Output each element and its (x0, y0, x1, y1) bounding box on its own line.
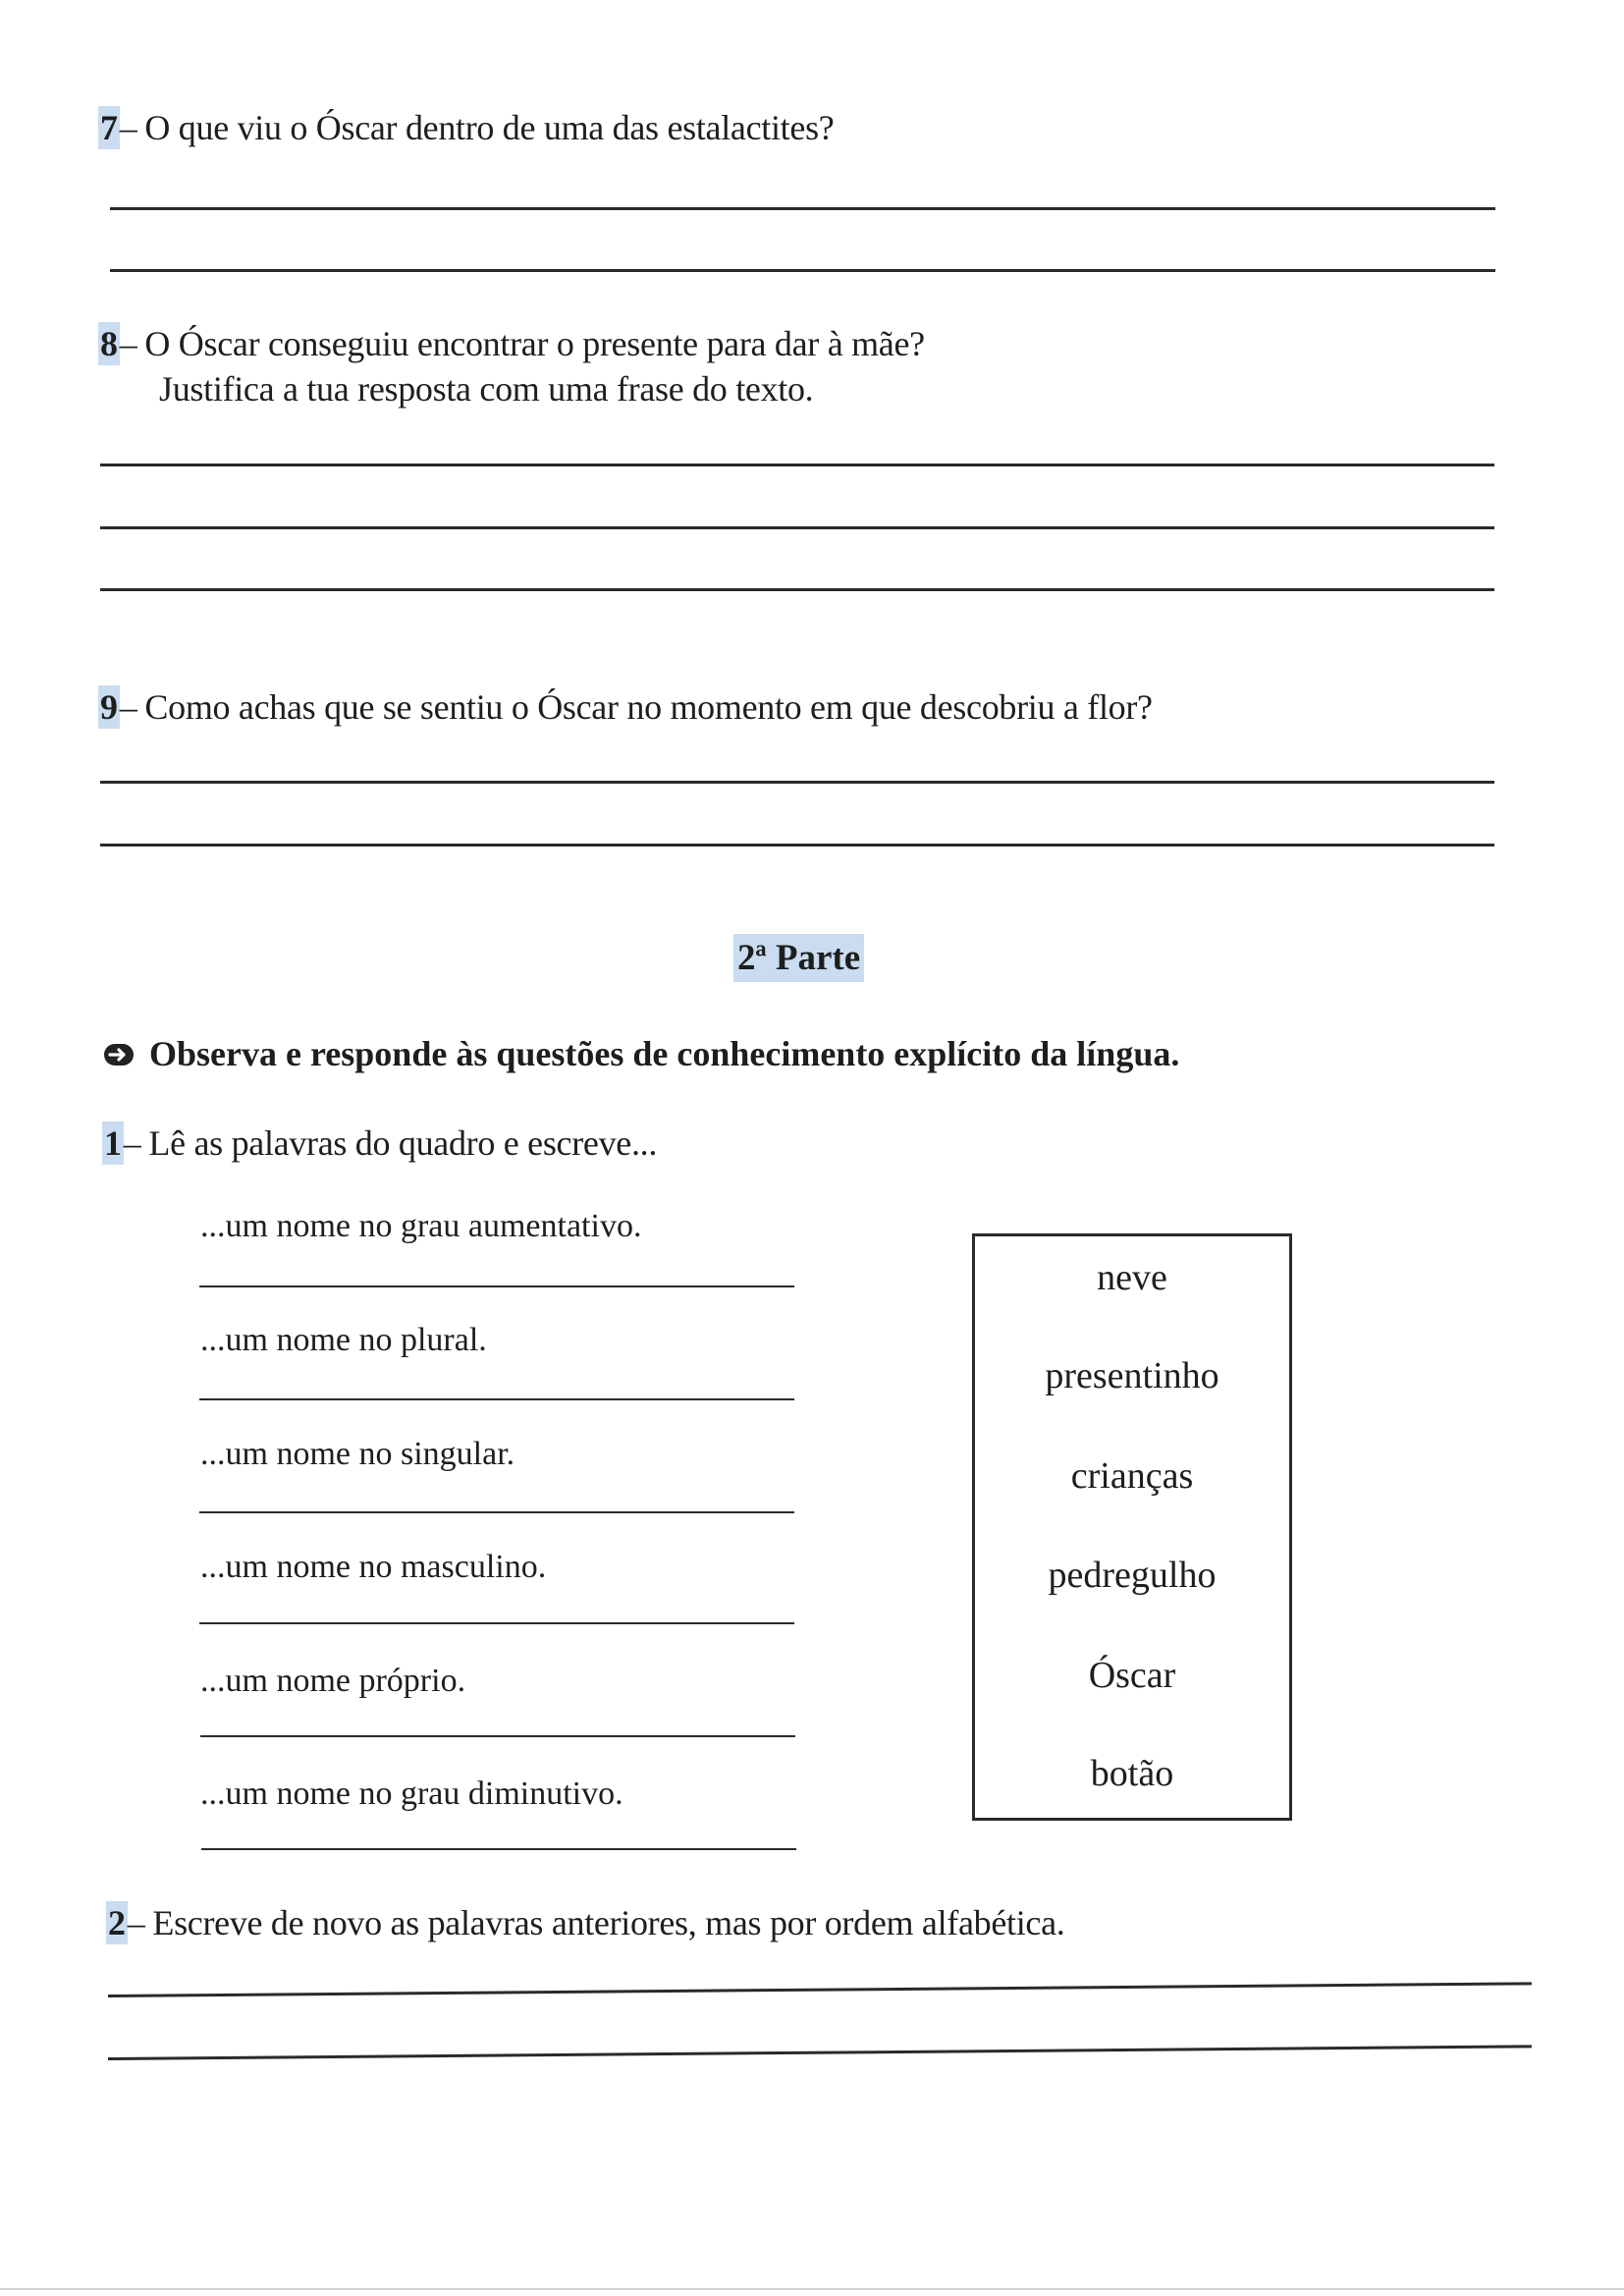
answer-line[interactable] (108, 1982, 1532, 1997)
question-text: O Óscar conseguiu encontrar o presente para dar à mãe? (144, 324, 925, 363)
exercise-item: ...um nome no grau diminutivo. (200, 1776, 623, 1812)
question-number: 9 (100, 687, 118, 727)
answer-line[interactable] (201, 1848, 796, 1850)
question-text: Como achas que se sentiu o Óscar no momento em que descobriu a flor? (144, 687, 1153, 727)
answer-line[interactable] (200, 1735, 795, 1737)
word-box-item: presentinho (1045, 1355, 1219, 1396)
question-text: O que viu o Óscar dentro de uma das estalactites? (144, 108, 835, 147)
answer-line[interactable] (100, 844, 1494, 847)
word-box-item: botão (1090, 1753, 1174, 1794)
question-dash: – (123, 1123, 141, 1163)
page-edge (0, 2288, 1624, 2290)
question-8-subtext: Justifica a tua resposta com uma frase do texto. (159, 369, 814, 409)
answer-line[interactable] (199, 1511, 794, 1513)
exercise-item: ...um nome no masculino. (200, 1549, 547, 1585)
word-box-item: Óscar (1088, 1655, 1176, 1696)
answer-line[interactable] (110, 269, 1495, 272)
question-9 (98, 685, 1153, 729)
question-number: 1 (104, 1123, 122, 1163)
exercise-item: ...um nome no plural. (200, 1322, 487, 1358)
question-text: Escreve de novo as palavras anteriores, mas por ordem alfabética. (152, 1903, 1065, 1942)
word-box-item: neve (1097, 1257, 1167, 1298)
exercise-item: ...um nome no singular. (200, 1436, 515, 1472)
answer-line[interactable] (108, 2045, 1532, 2060)
instruction-text: Observa e responde às questões de conhecimento explícito da língua. (149, 1034, 1180, 1073)
part2-question-1 (102, 1121, 657, 1165)
question-dash: – (119, 108, 137, 147)
question-dash: – (119, 324, 137, 363)
answer-line[interactable] (100, 781, 1494, 784)
word-box-item: pedregulho (1048, 1555, 1217, 1596)
answer-line[interactable] (100, 464, 1494, 466)
exercise-item: ...um nome no grau aumentativo. (200, 1208, 642, 1244)
exercise-item: ...um nome próprio. (200, 1663, 466, 1699)
question-number: 2 (108, 1903, 126, 1942)
circled-arrow-icon (102, 1042, 135, 1067)
word-box (972, 1233, 1292, 1821)
part2-question-2 (106, 1901, 1065, 1944)
question-dash: – (127, 1903, 145, 1942)
answer-line[interactable] (199, 1285, 794, 1287)
word-box-item: crianças (1070, 1455, 1194, 1497)
question-text: Lê as palavras do quadro e escreve... (148, 1123, 658, 1163)
question-dash: – (119, 687, 137, 727)
answer-line[interactable] (199, 1622, 794, 1624)
question-number: 8 (100, 324, 118, 363)
part-title-text: 2ª Parte (733, 934, 864, 982)
answer-line[interactable] (100, 588, 1494, 591)
question-7 (98, 106, 834, 149)
answer-line[interactable] (100, 526, 1494, 529)
part-2-title (733, 937, 864, 979)
question-8 (98, 322, 925, 365)
question-number: 7 (100, 108, 118, 147)
instruction (102, 1033, 1179, 1074)
answer-line[interactable] (199, 1398, 794, 1400)
answer-line[interactable] (110, 207, 1495, 210)
